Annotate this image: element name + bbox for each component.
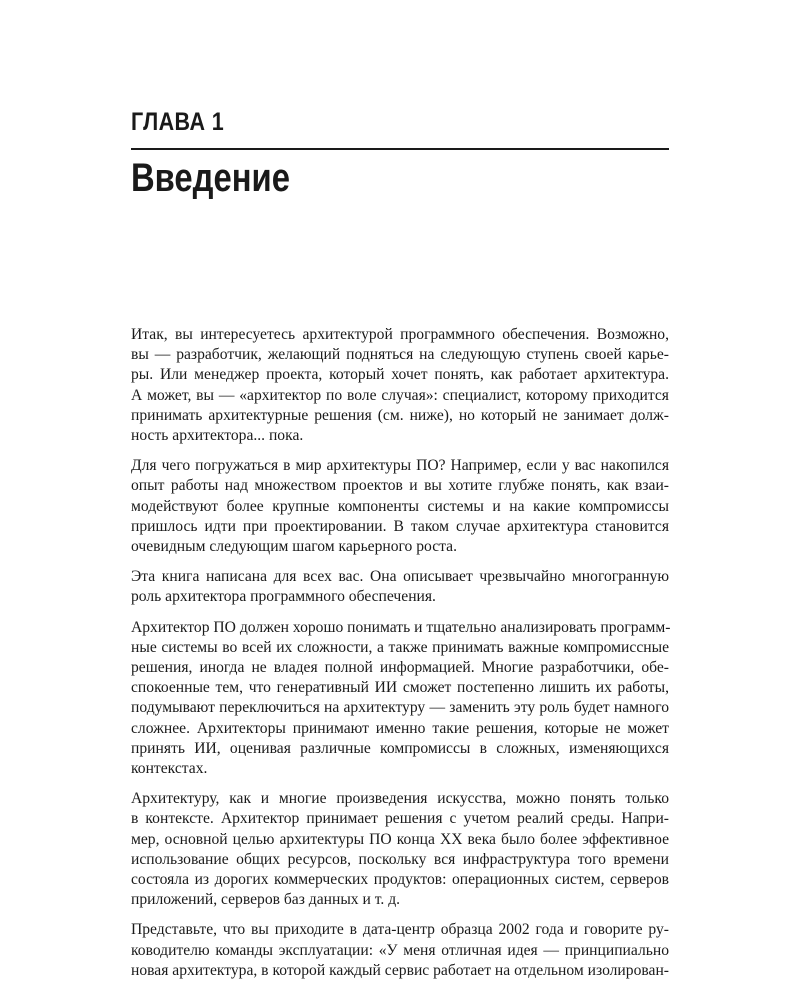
paragraph [131, 920, 669, 981]
text-line: вы — разработчик, желающий подняться на следующую ступень своей карье- [131, 346, 669, 364]
text-line: ность архитектора... пока. [131, 427, 304, 445]
text-line: Архитектор ПО должен хорошо понимать и тщательно анализировать программ- [131, 618, 671, 636]
text-line: использование общих ресурсов, поскольку вся инфраструктура того времени [131, 850, 669, 868]
text-line: А может, вы — «архитектор по воле случая»: специалист, которому приходится [131, 386, 669, 404]
text-line: состояла из дорогих коммерческих продуктов: операционных систем, серверов [131, 871, 669, 889]
text-line: спокоенные тем, что генеративный ИИ сможет постепенно лишить их работы, [131, 679, 669, 697]
text-line: пришлось идти при проектировании. В таком случае архитектура становится [131, 517, 669, 535]
text-line: новая архитектура, в которой каждый сервис работает на отдельном изолирован- [131, 961, 669, 979]
text-line: Итак, вы интересуетесь архитектурой программного обеспечения. Возможно, [131, 326, 669, 343]
text-line: ководителю команды эксплуатации: «У меня отличная идея — принципиально [131, 941, 669, 959]
text-line: принимать архитектурные решения (см. ниже), но который не занимает долж- [131, 406, 669, 424]
body-text [131, 325, 669, 991]
paragraph [131, 618, 669, 780]
text-line: в контексте. Архитектор принимает решения с учетом реалий среды. Напри- [131, 810, 669, 828]
text-line: очевидным следующим шагом карьерного роста. [131, 538, 457, 556]
text-line: подумывают переключиться на архитектуру — заменить эту роль будет намного [131, 699, 669, 717]
text-line: Представьте, что вы приходите в дата-центр образца 2002 года и говорите ру- [131, 921, 669, 939]
text-line: решения, иногда не владея полной информацией. Многие разработчики, обе- [131, 659, 669, 677]
chapter-label: ГЛАВА 1 [131, 108, 225, 136]
text-line: мер, основной целью архитектуры ПО конца XX века было более эффективное [131, 830, 669, 848]
text-line: модействуют более крупные компоненты системы и на какие компромиссы [131, 497, 669, 515]
paragraph [131, 789, 669, 910]
text-line: роль архитектора программного обеспечения. [131, 588, 436, 606]
text-line: ные системы во всей их сложности, а также принимать важные компромиссные [131, 638, 669, 656]
paragraph [131, 456, 669, 557]
paragraph [131, 567, 669, 607]
text-line: контекстах. [131, 760, 208, 778]
text-line: Для чего погружаться в мир архитектуры ПО? Например, если у вас накопился [131, 457, 669, 475]
text-line: принять ИИ, оценивая различные компромиссы в сложных, изменяющихся [131, 739, 669, 757]
chapter-title: Введение [131, 156, 290, 200]
text-line: ры. Или менеджер проекта, который хочет понять, как работает архитектура. [131, 366, 669, 384]
text-line: Эта книга написана для всех вас. Она описывает чрезвычайно многогранную [131, 568, 669, 586]
paragraph [131, 325, 669, 446]
text-line: приложений, серверов баз данных и т. д. [131, 891, 401, 909]
chapter-rule [131, 148, 669, 150]
text-line: Архитектуру, как и многие произведения искусства, можно понять только [131, 790, 669, 808]
text-line: опыт работы над множеством проектов и вы хотите глубже понять, как взаи- [131, 477, 669, 495]
text-line: сложнее. Архитекторы принимают именно такие решения, которые не может [131, 719, 669, 737]
